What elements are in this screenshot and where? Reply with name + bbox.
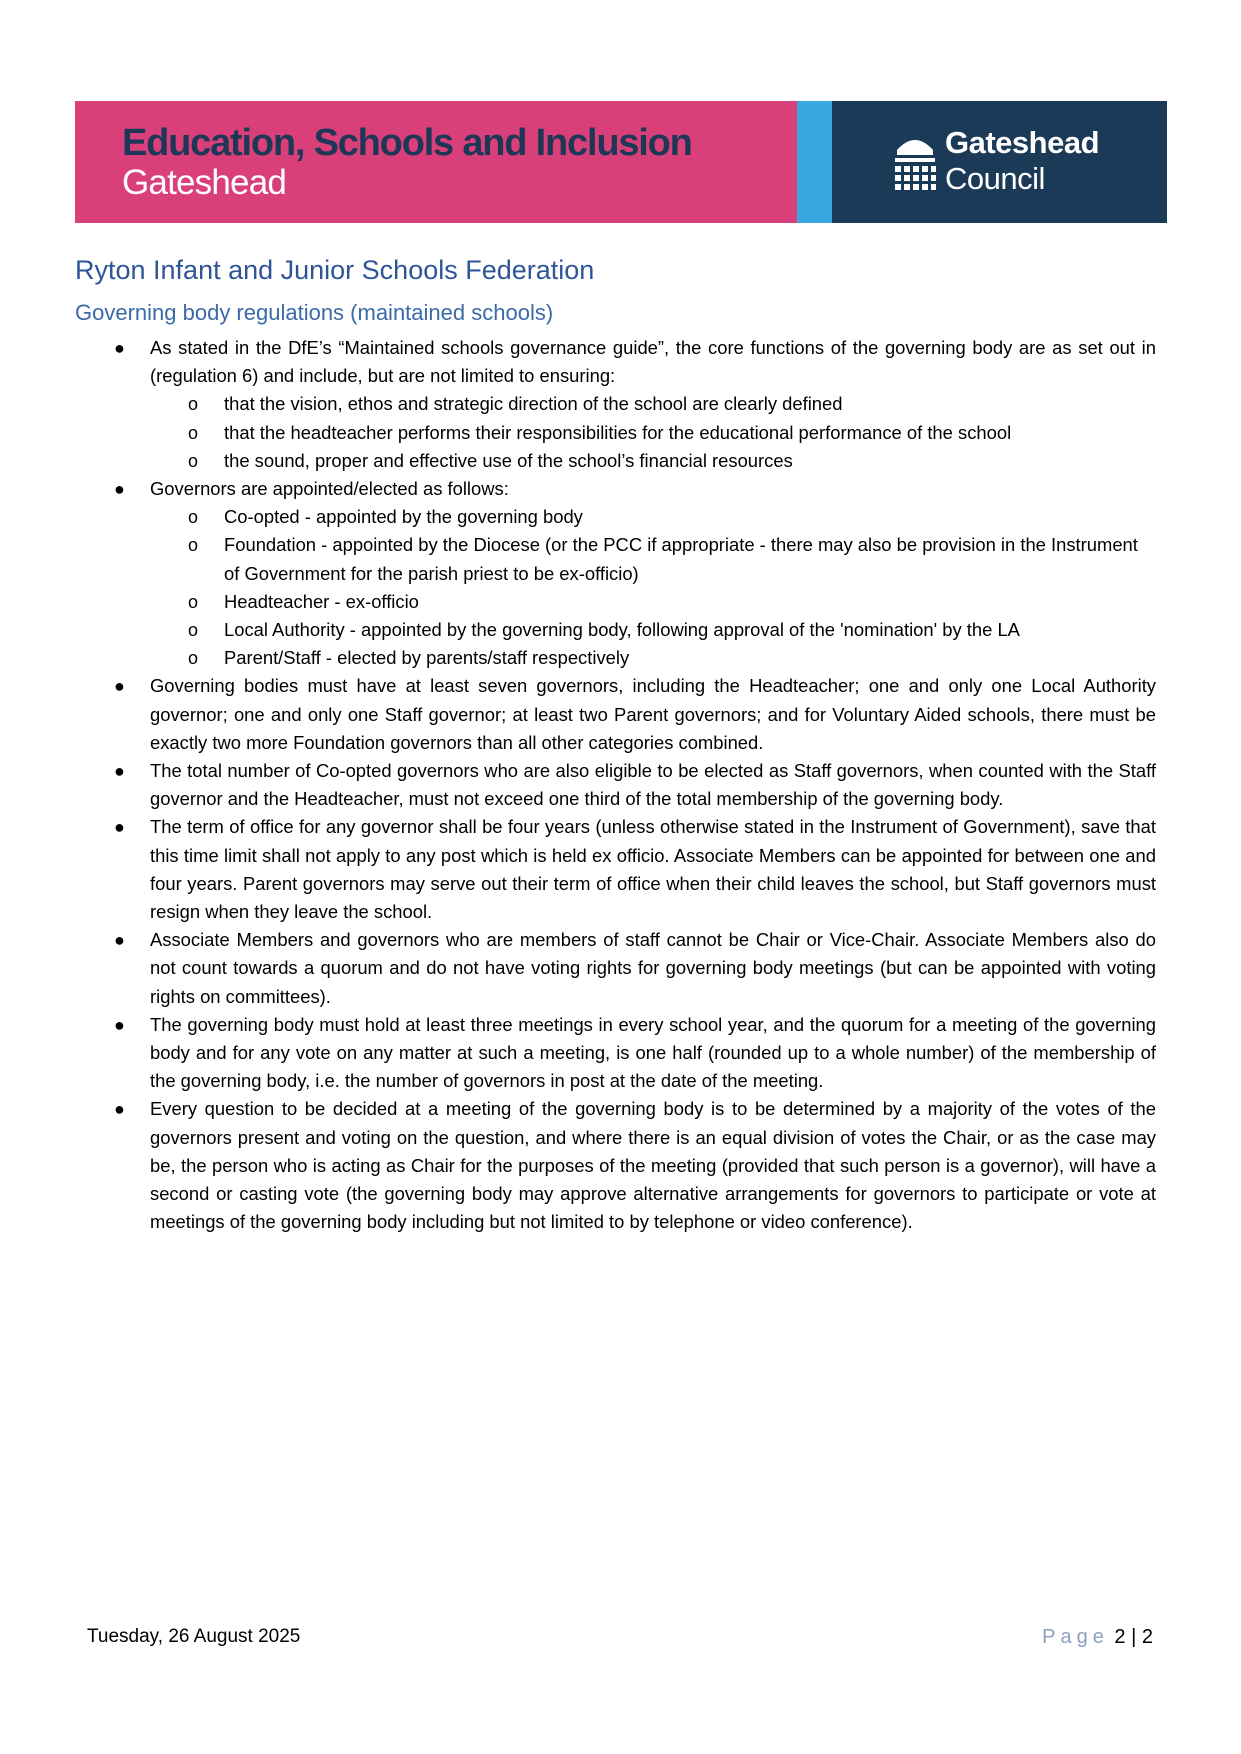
regulations-list [100,334,1156,1237]
council-building-icon [893,128,937,192]
bullet-icon: ● [114,1099,125,1120]
bullet-icon: ● [114,338,125,358]
bullet-icon: ● [114,817,125,838]
sub-list-item [100,644,1156,672]
bullet-icon: ● [114,761,125,782]
bullet-icon: ● [114,479,125,500]
list-item [100,1011,1156,1096]
page-current: 2 [1114,1626,1126,1648]
circle-bullet-icon: o [188,507,199,528]
sub-list [150,503,1156,672]
circle-bullet-icon: o [188,450,199,471]
council-name [945,125,1099,197]
circle-bullet-icon: o [188,648,199,669]
list-item [100,757,1156,813]
sub-list [150,390,1156,475]
circle-bullet-icon: o [188,591,199,612]
list-item [100,334,1156,475]
circle-bullet-icon: o [188,620,199,641]
list-item-text: The term of office for any governor shall be four years (unless otherwise stated in the Instrument of Government), save that this time limit shall not apply to any post which is held ex officio. Associate Members can be appointed for between one and four years. Parent governors may serve out their term of office when their child leaves the school, but Staff governors must resign when they leave the school. [150,816,1156,923]
list-item-text: Governors are appointed/elected as follows: [150,478,509,500]
bullet-icon: ● [114,676,125,697]
sub-list-item-text: the sound, proper and effective use of the school’s financial resources [224,449,793,471]
banner-stripe [797,101,832,223]
list-item-text: As stated in the DfE’s “Maintained schools governance guide”, the core functions of the governing body are as set out in (regulation 6) and include, but are not limited to ensuring: [150,337,1156,387]
document-body [100,334,1156,1237]
sub-list-item [100,588,1156,616]
brand-panel [75,101,797,223]
list-item [100,672,1156,757]
bullet-icon: ● [114,1014,125,1035]
page-separator: | [1131,1626,1137,1648]
list-item [100,813,1156,926]
council-name-line2: Council [945,161,1045,196]
footer-date: Tuesday, 26 August 2025 [87,1626,301,1647]
list-item-text: Governing bodies must have at least seven governors, including the Headteacher; one and only one Local Authority governor; one and only one Staff governor; at least two Parent governors; and for Voluntary Aided schools, there must be exactly two more Foundation governors than all other categories combined. [150,675,1156,753]
circle-bullet-icon: o [188,422,199,443]
council-name-line1: Gateshead [945,125,1100,160]
brand-title: Education, Schools and Inclusion [122,122,692,164]
header-banner [75,101,1167,223]
page-title: Ryton Infant and Junior Schools Federation [75,255,595,285]
brand-subtitle: Gateshead [122,163,287,202]
sub-list-item-text: that the vision, ethos and strategic direction of the school are clearly defined [224,393,843,415]
page-label: Page [1042,1626,1109,1648]
sub-list-item-text: Local Authority - appointed by the governing body, following approval of the 'nomination' by the LA [224,619,1020,641]
page-subtitle: Governing body regulations (maintained schools) [75,300,554,325]
list-item [100,1095,1156,1236]
page-number [1042,1626,1153,1649]
list-item-text: The total number of Co-opted governors who are also eligible to be elected as Staff governors, when counted with the Staff governor and the Headteacher, must not exceed one third of the total membership of the governing body. [150,760,1156,810]
list-item [100,926,1156,1011]
council-panel [832,101,1167,223]
list-item-text: Every question to be decided at a meeting of the governing body is to be determined by a majority of the votes of the governors present and voting on the question, and where there is an equal division of votes the Chair, or as the case may be, the person who is acting as Chair for the purposes of the meeting (provided that such person is a governor), will have a second or casting vote (the governing body may approve alternative arrangements for governors to participate or vote at meetings of the governing body including but not limited to by telephone or video conference). [150,1098,1156,1233]
list-item [100,475,1156,672]
list-item-text: The governing body must hold at least three meetings in every school year, and the quorum for a meeting of the governing body and for any vote on any matter at such a meeting, is one half (rounded up to a whole number) of the membership of the governing body, i.e. the number of governors in post at the date of the meeting. [150,1013,1156,1092]
circle-bullet-icon: o [188,394,199,415]
sub-list-item [100,503,1156,531]
sub-list-item-text: Foundation - appointed by the Diocese (or the PCC if appropriate - there may also be provision in the Instrument of Government for the parish priest to be ex-officio) [224,534,1138,584]
sub-list-item-text: Parent/Staff - elected by parents/staff respectively [224,647,630,669]
sub-list-item-text: Co-opted - appointed by the governing body [224,506,583,528]
sub-list-item [100,447,1156,475]
list-item-text: Associate Members and governors who are members of staff cannot be Chair or Vice-Chair. Associate Members also do not count towards a quorum and do not have voting rights for governing body meetings (but can be appointed with voting rights on committees). [150,929,1156,1007]
sub-list-item-text: that the headteacher performs their responsibilities for the educational performance of the school [224,421,1012,443]
sub-list-item [100,390,1156,418]
bullet-icon: ● [114,930,125,951]
sub-list-item [100,616,1156,644]
circle-bullet-icon: o [188,535,199,556]
sub-list-item [100,419,1156,447]
sub-list-item-text: Headteacher - ex-officio [224,590,419,612]
page-total: 2 [1141,1626,1153,1648]
sub-list-item [100,531,1156,587]
